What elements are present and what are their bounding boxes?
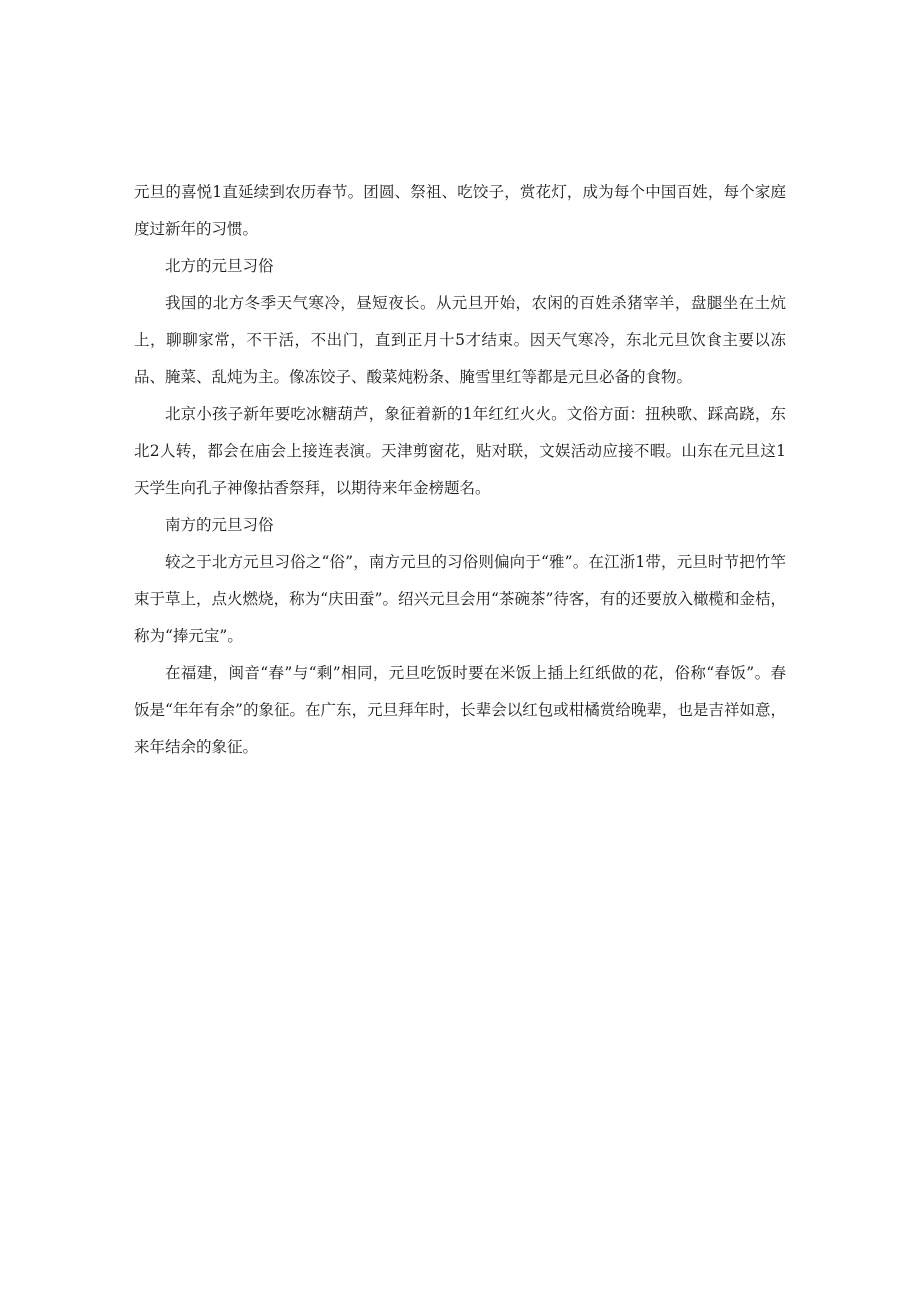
paragraph-south-fujian: 在福建，闽音“春”与“剩”相同，元旦吃饭时要在米饭上插上红纸做的花，俗称“春饭”。春饭是“年年有余”的象征。在广东，元旦拜年时，长辈会以红包或柑橘赏给晚辈，也是吉祥如意，来年结余的象征。	[134, 664, 786, 756]
section-heading-south: 南方的元旦习俗	[165, 516, 274, 534]
paragraph-intro: 元旦的喜悦1直延续到农历春节。团圆、祭祖、吃饺子，赏花灯，成为每个中国百姓，每个家庭度过新年的习惯。	[134, 183, 786, 238]
paragraph-north-beijing: 北京小孩子新年要吃冰糖葫芦，象征着新的1年红红火火。文俗方面：扭秧歌、踩高跷，东北2人转，都会在庙会上接连表演。天津剪窗花，贴对联，文娱活动应接不暇。山东在元旦这1天学生向孔子神像拈香祭拜，以期待来年金榜题名。	[134, 405, 786, 497]
document-body	[134, 174, 786, 766]
section-heading-north: 北方的元旦习俗	[165, 257, 274, 275]
paragraph-north-climate: 我国的北方冬季天气寒冷，昼短夜长。从元旦开始，农闲的百姓杀猪宰羊，盘腿坐在土炕上，聊聊家常，不干活，不出门，直到正月十5才结束。因天气寒冷，东北元旦饮食主要以冻品、腌菜、乱炖为主。像冻饺子、酸菜炖粉条、腌雪里红等都是元旦必备的食物。	[134, 294, 786, 386]
paragraph-south-jiangzhe: 较之于北方元旦习俗之“俗”，南方元旦的习俗则偏向于“雅”。在江浙1带，元旦时节把竹竿束于草上，点火燃烧，称为“庆田蚕”。绍兴元旦会用“茶碗茶”待客，有的还要放入橄榄和金桔，称为“捧元宝”。	[134, 553, 786, 645]
